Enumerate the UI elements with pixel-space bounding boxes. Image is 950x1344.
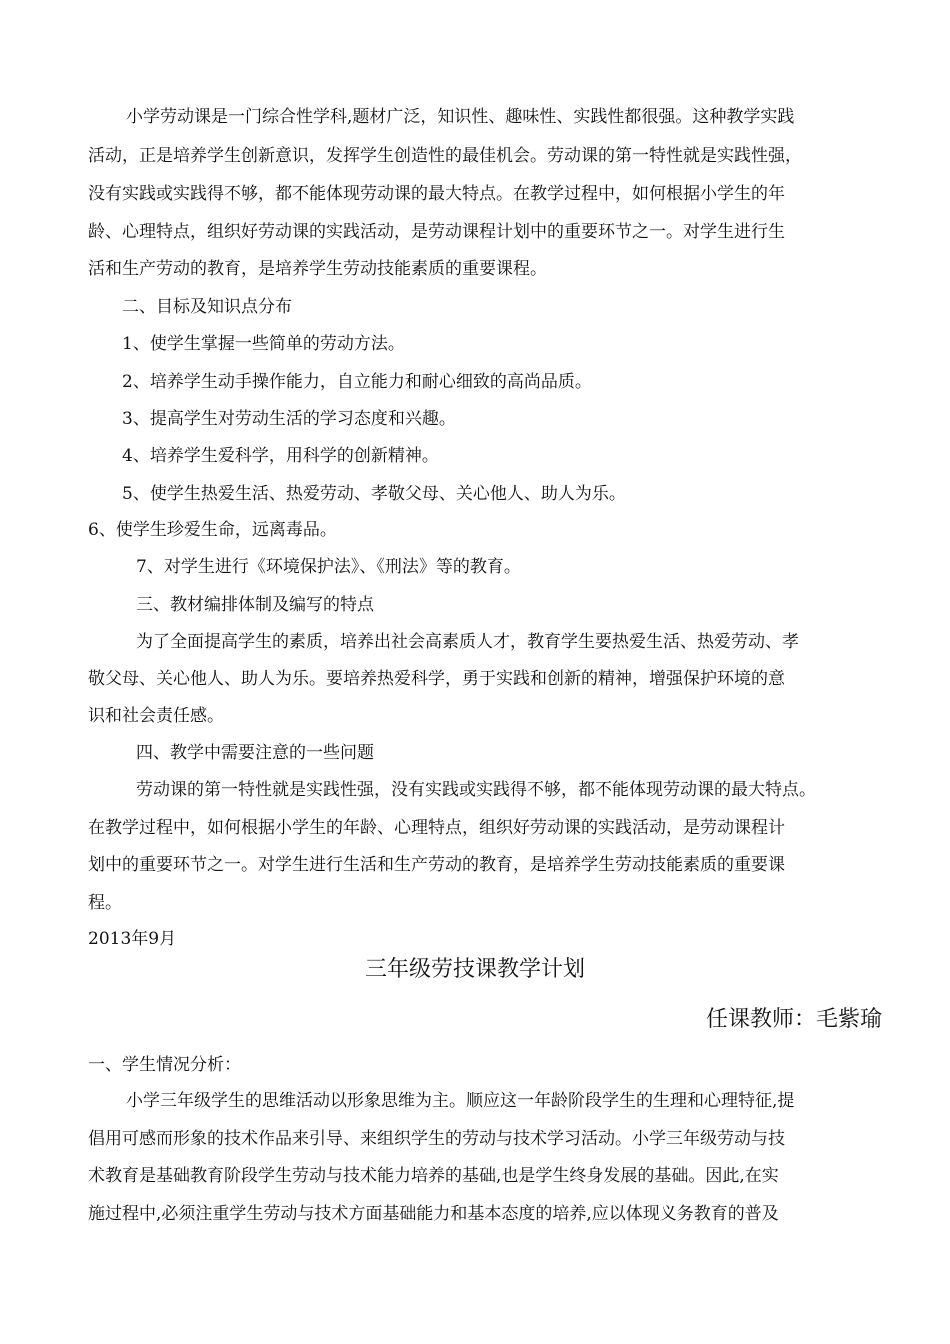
paragraph-line: 为了全面提高学生的素质，培养出社会高素质人才，教育学生要热爱生活、热爱劳动、孝 <box>136 632 799 652</box>
section-heading: 三、教材编排体制及编写的特点 <box>136 595 374 615</box>
goal-item: 2、培养学生动手操作能力，自立能力和耐心细致的高尚品质。 <box>122 372 592 392</box>
paragraph-line: 劳动课的第一特性就是实践性强，没有实践或实践得不够，都不能体现劳动课的最大特点。 <box>136 780 816 800</box>
paragraph-line: 龄、心理特点，组织好劳动课的实践活动，是劳动课程计划中的重要环节之一。对学生进行生 <box>88 222 785 242</box>
paragraph-line: 小学劳动课是一门综合性学科,题材广泛，知识性、趣味性、实践性都很强。这种教学实践 <box>126 107 795 127</box>
paragraph-line: 活动，正是培养学生创新意识，发挥学生创造性的最佳机会。劳动课的第一特性就是实践性强， <box>88 146 802 166</box>
goal-item: 5、使学生热爱生活、热爱劳动、孝敬父母、关心他人、助人为乐。 <box>122 484 626 504</box>
goal-item: 7、对学生进行《环境保护法》、《刑法》等的教育。 <box>136 557 521 577</box>
goal-item: 3、提高学生对劳动生活的学习态度和兴趣。 <box>122 409 456 429</box>
paragraph-line: 活和生产劳动的教育，是培养学生劳动技能素质的重要课程。 <box>88 259 547 279</box>
paragraph-line: 在教学过程中，如何根据小学生的年龄、心理特点，组织好劳动课的实践活动，是劳动课程计 <box>88 818 785 838</box>
paragraph-line: 程。 <box>88 893 122 913</box>
paragraph-line: 划中的重要环节之一。对学生进行生活和生产劳动的教育，是培养学生劳动技能素质的重要课 <box>88 855 785 875</box>
paragraph-line: 没有实践或实践得不够，都不能体现劳动课的最大特点。在教学过程中，如何根据小学生的年 <box>88 184 785 204</box>
paragraph-line: 识和社会责任感。 <box>88 706 224 726</box>
section-heading: 四、教学中需要注意的一些问题 <box>136 743 374 763</box>
paragraph-line: 小学三年级学生的思维活动以形象思维为主。顺应这一年龄阶段学生的生理和心理特征,提 <box>126 1091 795 1111</box>
goal-item: 6、使学生珍爱生命，远离毒品。 <box>88 520 337 540</box>
goal-item: 4、培养学生爱科学，用科学的创新精神。 <box>122 446 439 466</box>
section-heading: 一、学生情况分析： <box>88 1055 241 1075</box>
section-heading: 二、目标及知识点分布 <box>122 297 292 317</box>
teacher-name: 任课教师：毛紫瑜 <box>705 1007 882 1032</box>
doc-title: 三年级劳技课教学计划 <box>364 957 585 982</box>
paragraph-line: 倡用可感而形象的技术作品来引导、来组织学生的劳动与技术学习活动。小学三年级劳动与技 <box>88 1129 785 1149</box>
paragraph-line: 敬父母、关心他人、助人为乐。要培养热爱科学，勇于实践和创新的精神，增强保护环境的意 <box>88 669 785 689</box>
paragraph-line: 术教育是基础教育阶段学生劳动与技术能力培养的基础,也是学生终身发展的基础。因此,在实 <box>88 1166 779 1186</box>
paragraph-line: 施过程中,必须注重学生劳动与技术方面基础能力和基本态度的培养,应以体现义务教育的普及 <box>88 1204 779 1224</box>
goal-item: 1、使学生掌握一些简单的劳动方法。 <box>122 334 405 354</box>
date-text: 2013年9月 <box>88 929 177 949</box>
